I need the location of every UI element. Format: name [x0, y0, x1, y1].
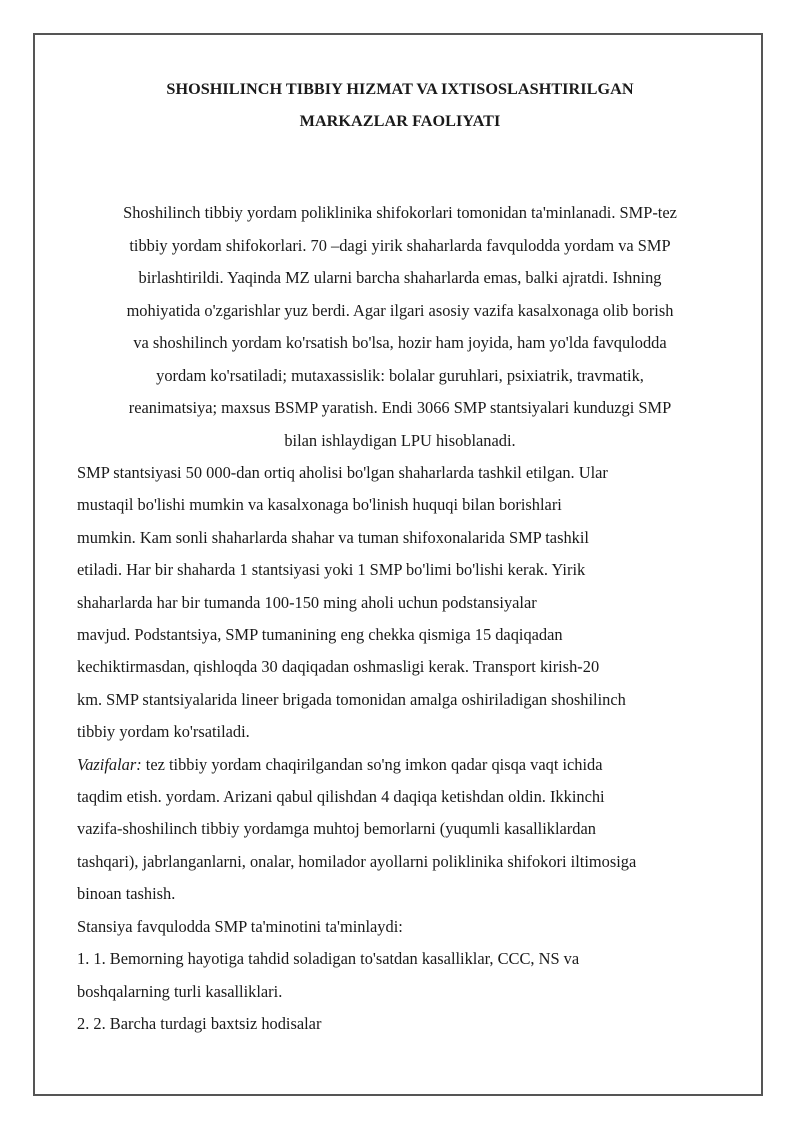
station-line: mavjud. Podstantsiya, SMP tumanining eng chekka qismiga 15 daqiqadan — [77, 625, 563, 645]
tasks-line: taqdim etish. yordam. Arizani qabul qilishdan 4 daqiqa ketishdan oldin. Ikkinchi — [77, 787, 605, 807]
tasks-label: Vazifalar: — [77, 754, 142, 774]
station-line: kechiktirmasdan, qishloqda 30 daqiqadan oshmasligi kerak. Transport kirish-20 — [77, 657, 600, 677]
list-item-line: boshqalarning turli kasalliklari. — [77, 981, 283, 1001]
document-title-line: MARKAZLAR FAOLIYATI — [299, 112, 501, 130]
station-line: mumkin. Kam sonli shaharlarda shahar va tuman shifoxonalarida SMP tashkil — [77, 527, 589, 547]
intro-line: mohiyatida o'zgarishlar yuz berdi. Agar ilgari asosiy vazifa kasalxonaga olib borish — [126, 300, 674, 320]
list-item: 2. 2. Barcha turdagi baxtsiz hodisalar — [77, 1013, 322, 1033]
station-line: SMP stantsiyasi 50 000-dan ortiq aholisi bo'lgan shaharlarda tashkil etilgan. Ular — [77, 463, 608, 482]
intro-paragraph — [70, 197, 730, 457]
tasks-line: tashqari), jabrlanganlarni, onalar, homilador ayollarni poliklinika shifokori iltimosiga — [77, 851, 637, 871]
station-line: km. SMP stantsiyalarida lineer brigada tomonidan amalga oshiriladigan shoshilinch — [77, 689, 626, 709]
intro-line: tibbiy yordam shifokorlari. 70 –dagi yirik shaharlarda favqulodda yordam va SMP — [129, 235, 671, 255]
document-title — [60, 73, 740, 137]
intro-line: reanimatsiya; maxsus BSMP yaratish. Endi 3066 SMP stantsiyalari kunduzgi SMP — [128, 398, 672, 417]
intro-line: va shoshilinch yordam ko'rsatish bo'lsa, hozir ham joyida, ham yo'lda favqulodda — [133, 333, 667, 352]
intro-line: yordam ko'rsatiladi; mutaxassislik: bolalar guruhlari, psixiatrik, travmatik, — [156, 365, 644, 385]
intro-line: birlashtirildi. Yaqinda MZ ularni barcha shaharlarda emas, balki ajratdi. Ishning — [138, 268, 662, 287]
tasks-line: binoan tashish. — [77, 884, 176, 904]
document-title-line: SHOSHILINCH TIBBIY HIZMAT VA IXTISOSLASHTIRILGAN — [166, 80, 634, 98]
tasks-line: vazifa-shoshilinch tibbiy yordamga muhtoj bemorlarni (yuqumli kasalliklardan — [77, 819, 596, 839]
provision-intro: Stansiya favqulodda SMP ta'minotini ta'minlaydi: — [77, 916, 403, 936]
tasks-paragraph — [77, 749, 757, 911]
tasks-first-line — [77, 749, 757, 781]
station-line: mustaqil bo'lishi mumkin va kasalxonaga bo'linish huquqi bilan borishlari — [77, 495, 562, 515]
body-text — [77, 457, 757, 1040]
list-item-line: 1. 1. Bemorning hayotiga tahdid soladigan to'satdan kasalliklar, CCC, NS va — [77, 949, 580, 969]
station-line: tibbiy yordam ko'rsatiladi. — [77, 722, 250, 742]
station-line: shaharlarda har bir tumanda 100-150 ming aholi uchun podstansiyalar — [77, 592, 537, 612]
station-line: etiladi. Har bir shaharda 1 stantsiyasi yoki 1 SMP bo'limi bo'lishi kerak. Yirik — [77, 560, 586, 580]
list-item — [77, 943, 757, 1008]
intro-line: Shoshilinch tibbiy yordam poliklinika shifokorlari tomonidan ta'minlanadi. SMP-tez — [123, 203, 677, 222]
tasks-first-line-text: tez tibbiy yordam chaqirilgandan so'ng imkon qadar qisqa vaqt ichida — [141, 754, 603, 774]
station-paragraph — [77, 457, 757, 749]
intro-line: bilan ishlaydigan LPU hisoblanadi. — [284, 430, 516, 450]
